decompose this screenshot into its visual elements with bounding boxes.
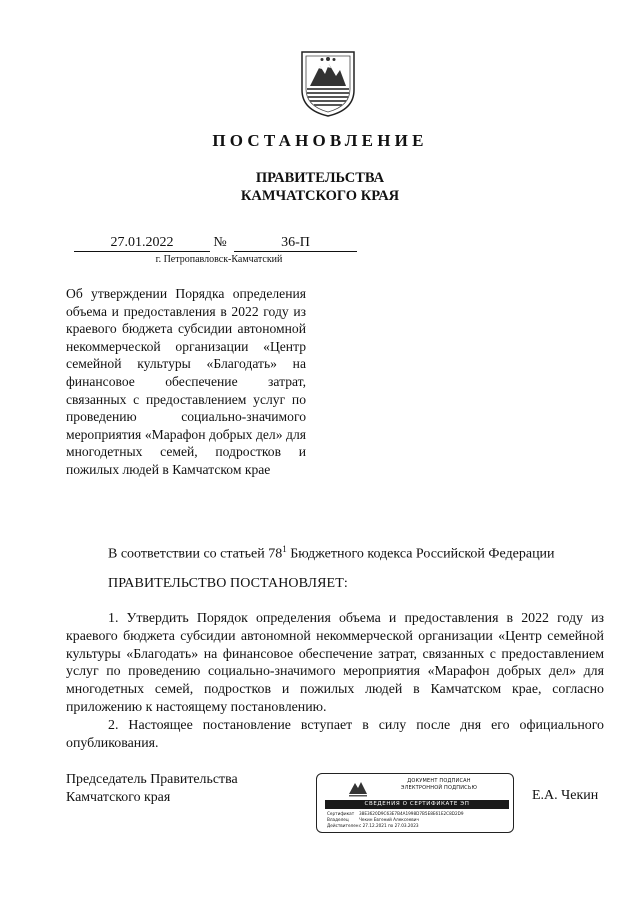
stamp-heading-line1: ДОКУМЕНТ ПОДПИСАН bbox=[407, 778, 471, 784]
stamp-heading-line2: ЭЛЕКТРОННОЙ ПОДПИСЬЮ bbox=[400, 784, 478, 791]
legal-basis-suffix: Бюджетного кодекса Российской Федерации bbox=[286, 546, 555, 562]
stamp-details bbox=[327, 811, 464, 830]
legal-basis-superscript: 1 bbox=[282, 544, 287, 554]
document-type-title: ПОСТАНОВЛЕНИЕ bbox=[212, 131, 428, 150]
resolves-heading: ПРАВИТЕЛЬСТВО ПОСТАНОВЛЯЕТ: bbox=[108, 576, 348, 591]
resolution-body bbox=[66, 610, 604, 752]
government-name-line2: КАМЧАТСКОГО КРАЯ bbox=[240, 188, 400, 204]
stamp-row: Сертификат 38E3620D9C63E7B4A1998D7B5E8E61E2C8D2D9 bbox=[327, 811, 464, 816]
electronic-signature-stamp bbox=[316, 773, 514, 833]
signatory-title-line1: Председатель Правительства bbox=[66, 772, 238, 787]
paragraph-2: 2. Настоящее постановление вступает в силу после дня его официального опубликования. bbox=[66, 717, 604, 751]
legal-basis bbox=[108, 544, 555, 563]
signatory-title bbox=[66, 771, 238, 807]
date-number-line bbox=[74, 234, 364, 252]
coat-of-arms-emblem bbox=[298, 50, 358, 118]
signatory-name: Е.А. Чекин bbox=[532, 788, 599, 803]
paragraph-1: 1. Утвердить Порядок определения объема и предоставления в 2022 году из краевого бюджета субсидии автономной некоммерческой организации «Центр семейной культуры «Благодать» на финансовое обеспечение затрат, связанных с предоставлением услуг по проведению социально-значимого мероприятия «Марафон добрых дел» для многодетных семей, подростков и пожилых людей в Камчатском крае, согласно приложению к настоящему постановлению. bbox=[66, 611, 604, 715]
document-number: 36-П bbox=[234, 234, 357, 252]
city-line: г. Петропавловск-Камчатский bbox=[155, 254, 283, 265]
document-subject: Об утверждении Порядка определения объема и предоставления в 2022 году из краевого бюджета субсидии автономной некоммерческой организации «Центр семейной культуры «Благодать» на финансовое обеспечение затрат, связанных с предоставлением услуг по проведению социально-значимого мероприятия «Марафон добрых дел» для многодетных семей, подростков и пожилых людей в Камчатском крае bbox=[66, 286, 306, 477]
legal-basis-prefix: В соответствии со статьей 78 bbox=[108, 546, 283, 562]
signatory-title-line2: Камчатского края bbox=[66, 790, 171, 805]
stamp-row: Владелец Чекин Евгений Алексеевич bbox=[327, 817, 419, 823]
stamp-certificate-bar: СВЕДЕНИЯ О СЕРТИФИКАТЕ ЭП bbox=[325, 800, 509, 809]
stamp-row: Действителенс 27.12.2021 по 27.03.2023 bbox=[327, 823, 419, 829]
stamp-heading bbox=[371, 778, 507, 791]
stamp-emblem-icon bbox=[347, 778, 369, 798]
government-name-line1: ПРАВИТЕЛЬСТВА bbox=[255, 170, 385, 186]
document-date: 27.01.2022 bbox=[74, 234, 210, 252]
number-sign: № bbox=[213, 235, 227, 250]
